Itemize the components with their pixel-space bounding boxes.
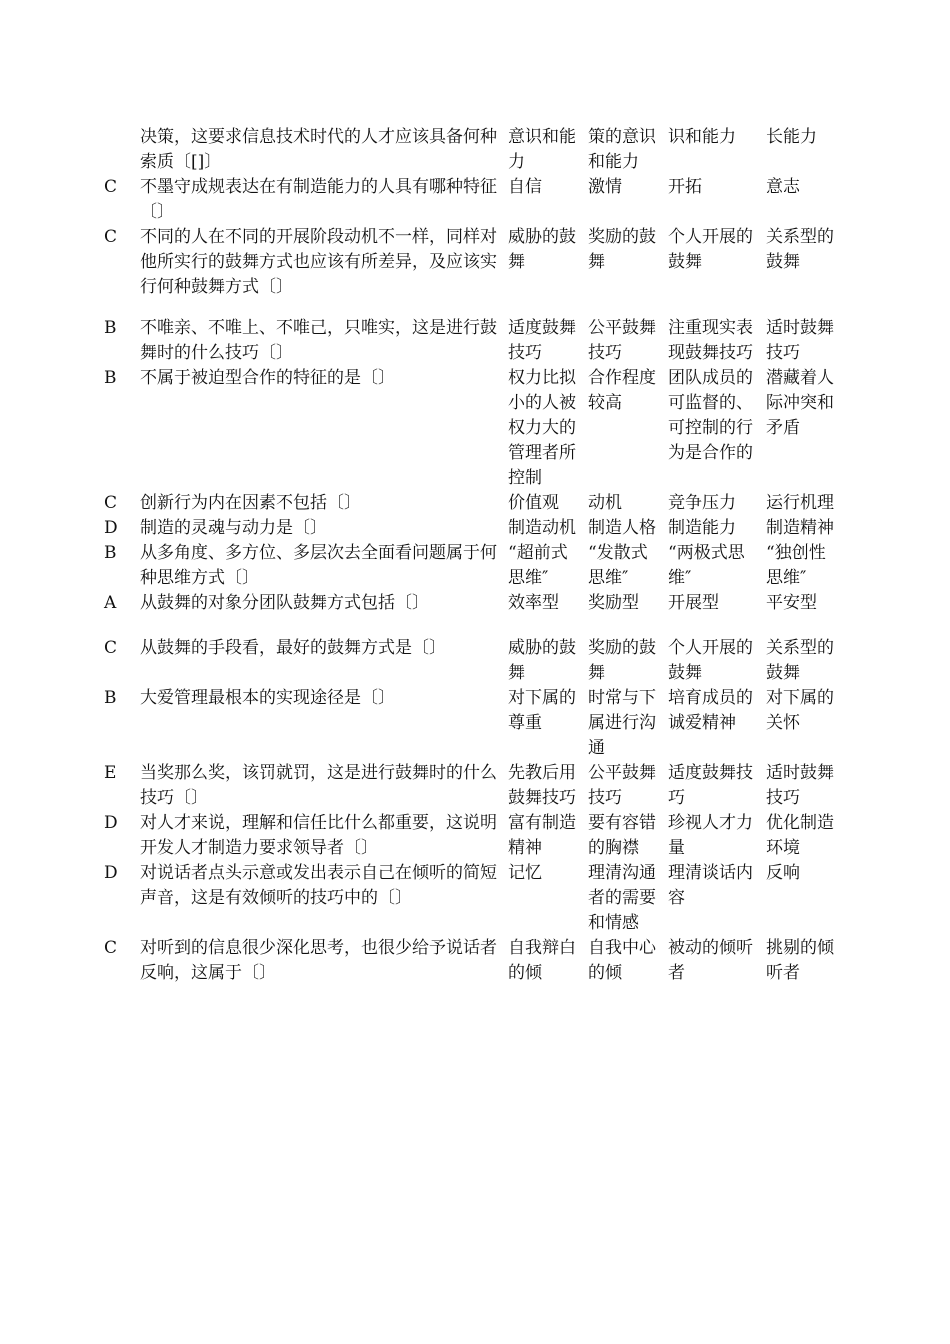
question-text: 制造的灵魂与动力是〔〕 — [140, 518, 327, 538]
option-d: 潜藏着人际冲突和矛盾 — [766, 368, 834, 438]
option-a: 自信 — [508, 177, 542, 197]
option-d: 适时鼓舞技巧 — [766, 318, 834, 363]
option-d: 关系型的鼓舞 — [766, 227, 834, 272]
option-d: 适时鼓舞技巧 — [766, 763, 834, 808]
question-row — [100, 761, 840, 811]
option-b: 合作程度较高 — [588, 368, 656, 413]
option-c: 被动的倾听者 — [668, 938, 753, 983]
question-row — [100, 175, 840, 225]
option-c: 适度鼓舞技巧 — [668, 763, 753, 808]
question-text: 不唯亲、不唯上、不唯己，只唯实，这是进行鼓舞时的什么技巧〔〕 — [140, 318, 497, 363]
option-a: 权力比拟小的人被权力大的管理者所控制 — [508, 368, 576, 488]
option-a: 效率型 — [508, 593, 559, 613]
question-text: 大爱管理最根本的实现途径是〔〕 — [140, 688, 395, 708]
question-text: 对听到的信息很少深化思考，也很少给予说话者反响，这属于〔〕 — [140, 938, 497, 983]
option-b: 要有容错的胸襟 — [588, 813, 656, 858]
question-text: 决策，这要求信息技术时代的人才应该具备何种索质〔[]〕 — [140, 127, 497, 172]
question-row — [100, 541, 840, 591]
option-d: 制造精神 — [766, 518, 834, 538]
option-b: “发散式思维″ — [588, 543, 648, 588]
question-text: 不墨守成规表达在有制造能力的人具有哪种特征〔〕 — [140, 177, 497, 222]
option-c: 个人开展的鼓舞 — [668, 227, 753, 272]
answer-letter: C — [104, 227, 118, 247]
answer-letter: B — [104, 318, 117, 338]
question-text: 从鼓舞的对象分团队鼓舞方式包括〔〕 — [140, 593, 429, 613]
question-row — [100, 366, 840, 491]
option-d: “独创性思维″ — [766, 543, 826, 588]
option-c: 培育成员的诚爱精神 — [668, 688, 753, 733]
question-text: 对说话者点头示意或发出表示自己在倾听的简短声音，这是有效倾听的技巧中的〔〕 — [140, 863, 497, 908]
option-b: 自我中心的倾 — [588, 938, 656, 983]
option-b: 激情 — [588, 177, 622, 197]
option-a: 富有制造精神 — [508, 813, 576, 858]
option-d: 平安型 — [766, 593, 817, 613]
answer-letter: B — [104, 688, 117, 708]
question-text: 从多角度、多方位、多层次去全面看问题属于何种思维方式〔〕 — [140, 543, 497, 588]
option-b: 公平鼓舞技巧 — [588, 763, 656, 808]
option-a: “超前式思维″ — [508, 543, 568, 588]
question-table-body — [100, 125, 840, 986]
option-c: 制造能力 — [668, 518, 736, 538]
answer-letter: C — [104, 938, 118, 958]
option-c: 团队成员的可监督的、可控制的行为是合作的 — [668, 368, 753, 463]
answer-letter: C — [104, 638, 118, 658]
answer-letter: D — [104, 813, 118, 833]
answer-letter: D — [104, 863, 118, 883]
option-a: 制造动机 — [508, 518, 576, 538]
answer-letter — [100, 125, 136, 175]
option-d: 长能力 — [766, 127, 817, 147]
answer-letter: B — [104, 543, 117, 563]
option-c: 竞争压力 — [668, 493, 736, 513]
option-c: 个人开展的鼓舞 — [668, 638, 753, 683]
question-text: 不同的人在不同的开展阶段动机不一样，同样对他所实行的鼓舞方式也应该有所差异，及应该实行何种鼓舞方式〔〕 — [140, 227, 497, 297]
option-a: 自我辩白的倾 — [508, 938, 576, 983]
answer-letter: C — [104, 493, 118, 513]
answer-letter: D — [104, 518, 118, 538]
option-d: 优化制造环境 — [766, 813, 834, 858]
answer-letter: B — [104, 368, 117, 388]
option-b: 公平鼓舞技巧 — [588, 318, 656, 363]
question-row — [100, 225, 840, 316]
option-b: 奖励的鼓舞 — [588, 227, 656, 272]
option-c: 珍视人才力量 — [668, 813, 753, 858]
question-row — [100, 686, 840, 761]
question-text: 从鼓舞的手段看，最好的鼓舞方式是〔〕 — [140, 638, 446, 658]
option-c: 开拓 — [668, 177, 702, 197]
option-b: 奖励型 — [588, 593, 639, 613]
option-a: 记忆 — [508, 863, 542, 883]
option-b: 奖励的鼓舞 — [588, 638, 656, 683]
option-c: 注重现实表现鼓舞技巧 — [668, 318, 753, 363]
option-d: 关系型的鼓舞 — [766, 638, 834, 683]
answer-letter: C — [104, 177, 118, 197]
option-d: 对下属的关怀 — [766, 688, 834, 733]
option-c: 开展型 — [668, 593, 719, 613]
option-a: 先教后用鼓舞技巧 — [508, 763, 576, 808]
question-row — [100, 591, 840, 636]
question-row — [100, 861, 840, 936]
option-a: 威胁的鼓舞 — [508, 638, 576, 683]
option-b: 策的意识和能力 — [588, 127, 656, 172]
option-a: 对下属的尊重 — [508, 688, 576, 733]
question-row — [100, 936, 840, 986]
question-text: 不属于被迫型合作的特征的是〔〕 — [140, 368, 395, 388]
option-d: 意志 — [766, 177, 800, 197]
option-a: 适度鼓舞技巧 — [508, 318, 576, 363]
question-text: 对人才来说，理解和信任比什么都重要，这说明开发人才制造力要求领导者〔〕 — [140, 813, 497, 858]
option-b: 制造人格 — [588, 518, 656, 538]
option-a: 价值观 — [508, 493, 559, 513]
question-row — [100, 811, 840, 861]
option-c: 识和能力 — [668, 127, 736, 147]
answer-letter: A — [104, 593, 117, 613]
option-d: 挑剔的倾听者 — [766, 938, 834, 983]
question-table — [100, 125, 840, 986]
option-c: “两极式思维″ — [668, 543, 745, 588]
question-row — [100, 316, 840, 366]
option-a: 威胁的鼓舞 — [508, 227, 576, 272]
question-row — [100, 636, 840, 686]
option-c: 理清谈话内容 — [668, 863, 753, 908]
answer-letter: E — [104, 763, 117, 783]
question-text: 创新行为内在因素不包括〔〕 — [140, 493, 361, 513]
option-d: 反响 — [766, 863, 800, 883]
option-b: 时常与下属进行沟通 — [588, 688, 656, 758]
option-b: 动机 — [588, 493, 622, 513]
option-d: 运行机理 — [766, 493, 834, 513]
question-row — [100, 491, 840, 516]
question-text: 当奖那么奖，该罚就罚，这是进行鼓舞时的什么技巧〔〕 — [140, 763, 497, 808]
option-a: 意识和能力 — [508, 127, 576, 172]
question-row — [100, 516, 840, 541]
question-row — [100, 125, 840, 175]
option-b: 理清沟通者的需要和情感 — [588, 863, 656, 933]
